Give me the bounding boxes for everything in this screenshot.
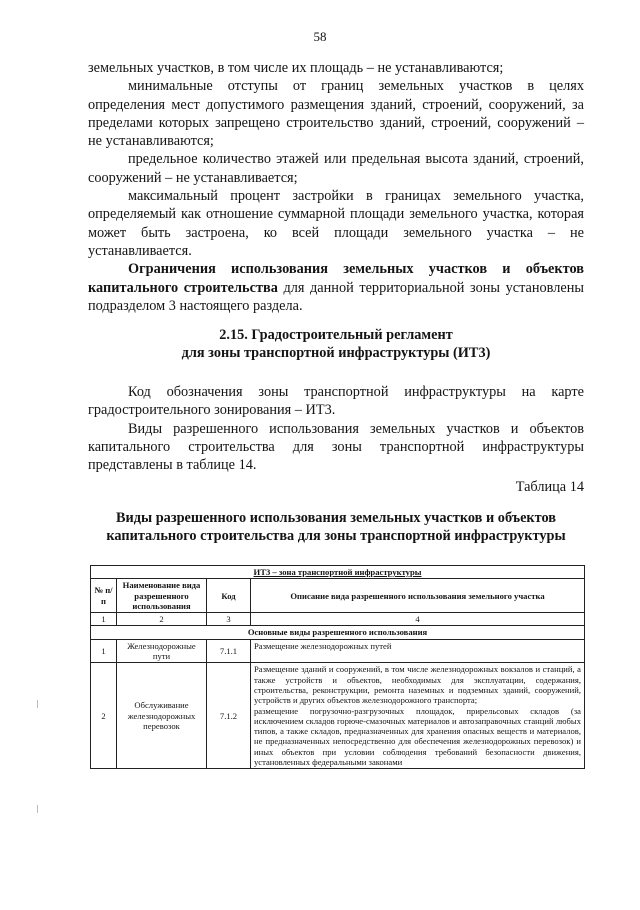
description-text: Размещение железнодорожных путей [254, 640, 392, 651]
scan-mark [37, 700, 38, 708]
group-title: Основные виды разрешенного использования [91, 626, 585, 639]
table-label: Таблица 14 [515, 479, 584, 496]
page-number: 58 [313, 29, 327, 44]
section-heading [88, 326, 584, 363]
row-name: Обслуживание железнодорожных перевозок [117, 663, 207, 769]
row-number: 1 [91, 639, 117, 663]
row-code: 7.1.2 [207, 663, 251, 769]
allowed-uses-table [90, 565, 585, 769]
row-number: 2 [91, 663, 117, 769]
header-code: Код [207, 579, 251, 613]
description-text: Размещение зданий и сооружений, в том числе железнодорожных вокзалов и станций, а также устройств и объектов, необходимых для эксплуатации, содержания, строительства, реконструкции, ремонта наземных и подземных зданий, сооружений, устройств и других объектов железнодорожного транспорта; [254, 664, 581, 706]
header-description: Описание вида разрешенного использования земельного участка [251, 579, 585, 613]
col-number: 4 [251, 613, 585, 626]
row-description [251, 639, 585, 663]
paragraph: максимальный процент застройки в границах земельного участка, определяемый как отношение суммарной площади земельного участка, которая может быть застроена, ко всей площади земельного участка – не устанавливается. [88, 188, 584, 259]
paragraph: Виды разрешенного использования земельных участков и объектов капитального строительства для зоны транспортной инфраструктуры представлены в таблице 14. [88, 420, 584, 474]
description-text: размещение погрузочно-разгрузочных площадок, прирельсовых складов (за исключением складов горюче-смазочных материалов и автозаправочных станций любых типов, а также складов, предназначенных для хранения опасных веществ и материалов, не предназначенных непосредственно для обеспечения железнодорожных перевозок) и иных объектов при условии соблюдения требований безопасности движения, установленных федеральными законами [254, 705, 581, 768]
col-number: 3 [207, 613, 251, 626]
table-row [91, 639, 585, 663]
row-description [251, 663, 585, 769]
col-number: 1 [91, 613, 117, 626]
row-name: Железнодорожные пути [117, 639, 207, 663]
table-row [91, 663, 585, 769]
paragraph: земельных участков, в том числе их площадь – не устанавливаются; [88, 60, 504, 76]
scan-mark [37, 805, 38, 813]
table-title: Виды разрешенного использования земельных участков и объектов капитального строительства для зоны транспортной инфраструктуры [106, 510, 566, 545]
continued-text [88, 59, 584, 315]
paragraph: минимальные отступы от границ земельных участков в целях определения мест допустимого размещения зданий, строений, сооружений, за пределами которых запрещено строительство зданий, строений, сооружений – не устанавливаются; [88, 78, 584, 150]
zone-description [88, 383, 584, 497]
paragraph: Код обозначения зоны транспортной инфраструктуры на карте градостроительного зонирования – ИТ3. [88, 384, 584, 419]
restrictions-rest: для данной территориальной зоны установлены подразделом 3 настоящего раздела. [88, 279, 584, 314]
header-name: Наименование вида разрешенного использования [117, 579, 207, 613]
row-code: 7.1.1 [207, 639, 251, 663]
paragraph: предельное количество этажей или предельная высота зданий, строений, сооружений – не устанавливается; [88, 151, 584, 186]
col-number: 2 [117, 613, 207, 626]
restrictions-bold: Ограничения использования земельных участков и объектов капитального строительства [88, 261, 584, 296]
restrictions-paragraph [88, 260, 584, 315]
zone-row: ИТ3 – зона транспортной инфраструктуры [91, 566, 585, 579]
section-heading-line1: 2.15. Градостроительный регламент [219, 327, 453, 343]
header-number: № п/п [91, 579, 117, 613]
section-heading-line2: для зоны транспортной инфраструктуры (ИТ3) [181, 345, 491, 362]
